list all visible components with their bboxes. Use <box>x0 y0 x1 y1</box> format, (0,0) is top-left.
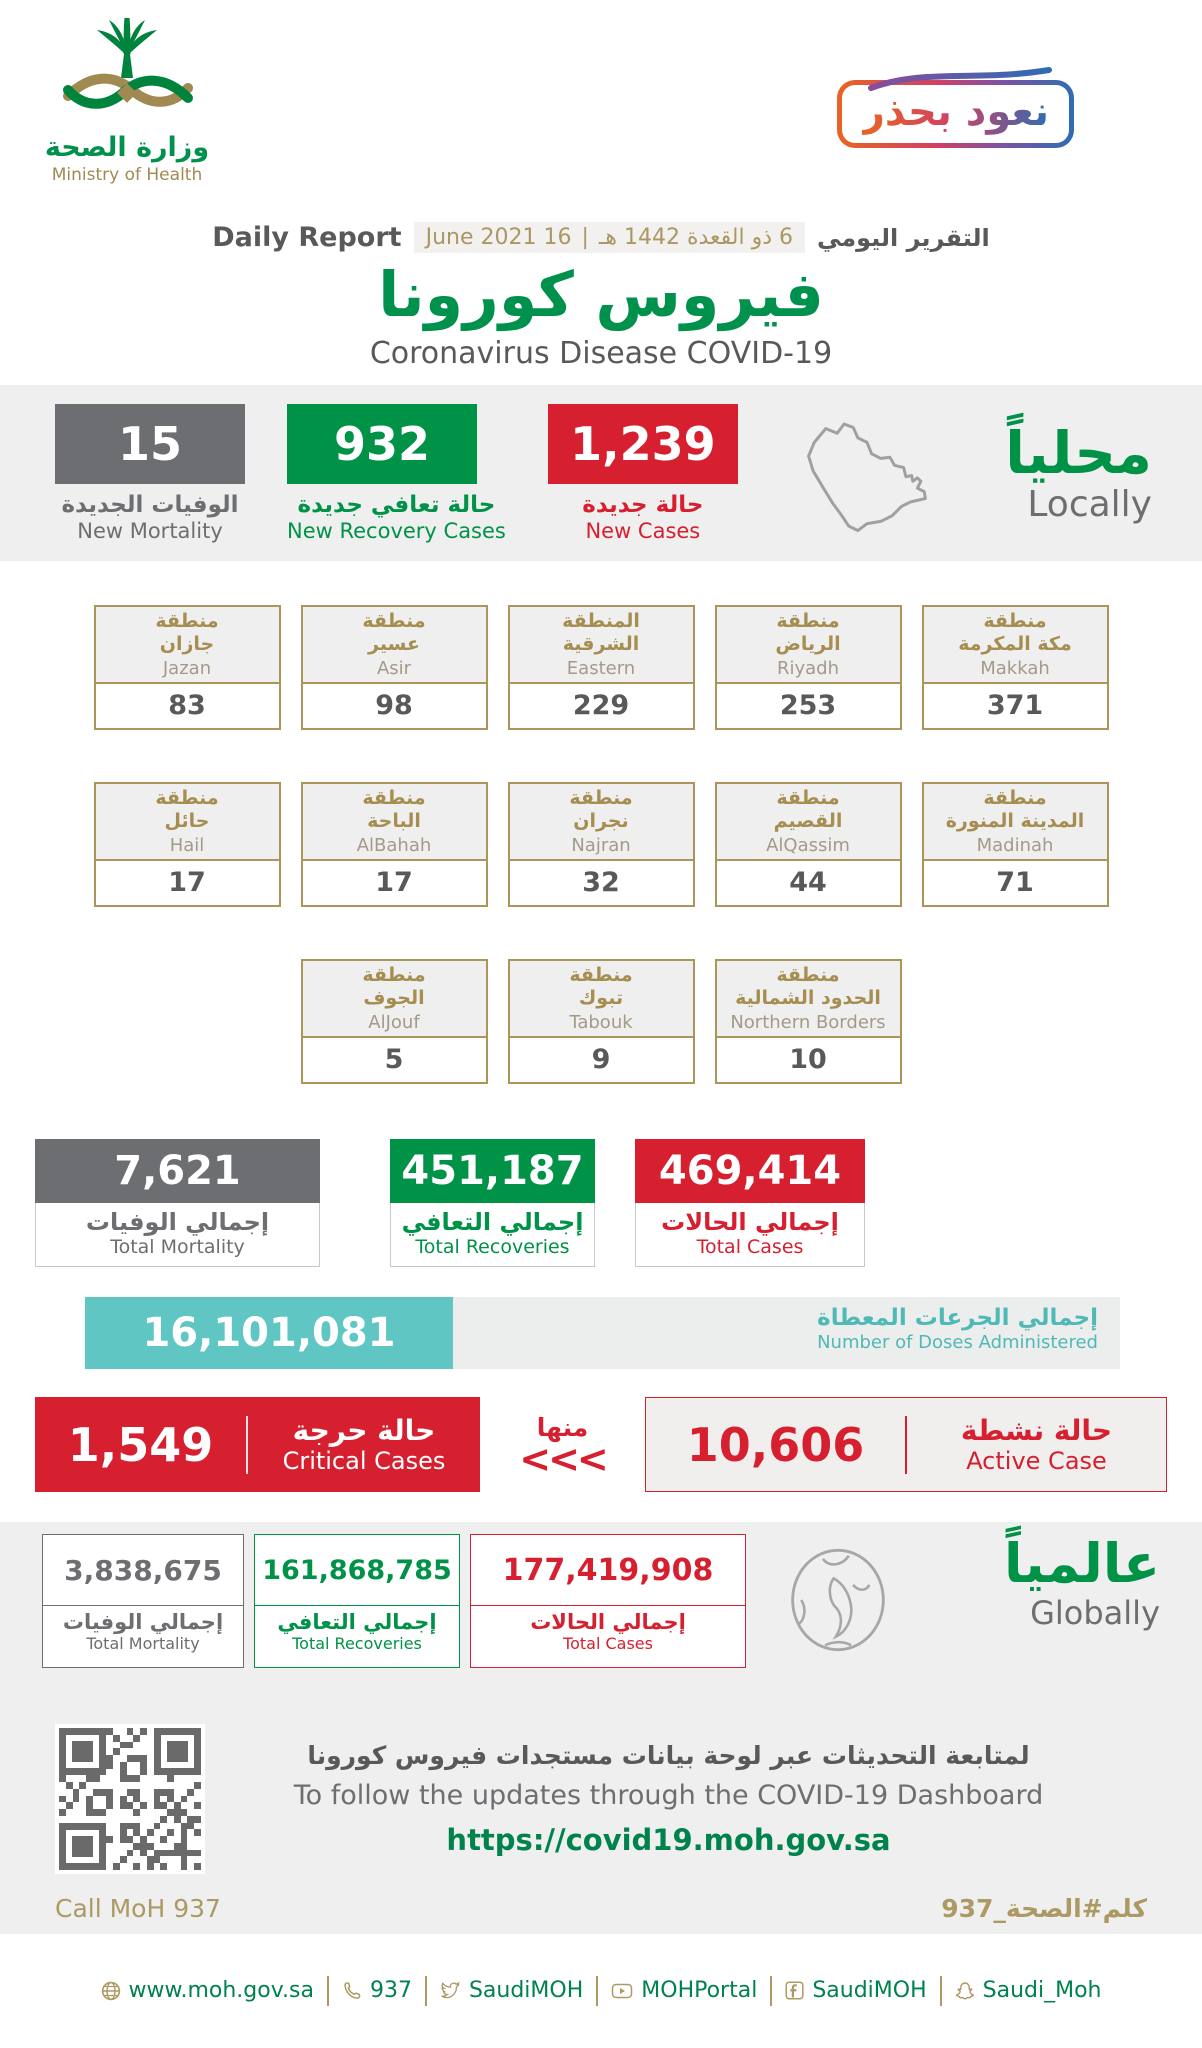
global-cases-label-en: Total Cases <box>563 1634 653 1653</box>
critical-cases-label-ar: حالة حرجة <box>292 1414 436 1447</box>
snapchat-icon <box>955 1981 975 2001</box>
region-ar-line1: المنطقة <box>562 610 640 632</box>
critical-cases-label-en: Critical Cases <box>282 1447 446 1475</box>
critical-active-row <box>0 1397 1202 1492</box>
region-card-asir <box>301 605 488 730</box>
divider <box>940 1976 942 2006</box>
region-value: 83 <box>168 689 206 721</box>
new-mortality-label-en: New Mortality <box>77 518 223 543</box>
global-mortality-label-en: Total Mortality <box>86 1634 200 1653</box>
dashboard-url-link[interactable]: https://covid19.moh.gov.sa <box>446 1823 891 1857</box>
new-mortality-value: 15 <box>55 404 245 484</box>
youtube-icon <box>611 1982 633 2000</box>
region-ar-line2: عسير <box>368 633 420 655</box>
region-ar-line1: منطقة <box>362 964 426 986</box>
region-card-eastern <box>508 605 695 730</box>
region-value: 98 <box>375 689 413 721</box>
new-mortality-stat <box>55 404 245 543</box>
region-ar-line2: تبوك <box>578 987 624 1009</box>
region-en: Najran <box>571 835 631 856</box>
footer-link-twitter[interactable] <box>440 1978 583 2003</box>
region-card-najran <box>508 782 695 907</box>
region-ar-line1: منطقة <box>776 610 840 632</box>
footer-link-facebook[interactable] <box>785 1978 926 2003</box>
region-value: 253 <box>779 689 837 721</box>
active-cases-label-ar: حالة نشطة <box>960 1414 1113 1447</box>
globally-heading-ar: عالمياً <box>1004 1532 1160 1595</box>
doses-administered-bar <box>85 1297 1120 1369</box>
footer-link-label: MOHPortal <box>641 1978 758 2003</box>
new-cases-label-en: New Cases <box>585 518 701 543</box>
moh-palm-logo-icon <box>52 18 202 136</box>
of-which-indicator <box>480 1413 645 1481</box>
region-value: 229 <box>572 689 630 721</box>
region-card-hail <box>94 782 281 907</box>
moh-name-english: Ministry of Health <box>51 165 203 185</box>
region-card-aljouf <box>301 959 488 1084</box>
total-cases-label-en: Total Cases <box>696 1236 804 1258</box>
call-moh-arabic: كلم#الصحة_937 <box>941 1894 1147 1923</box>
new-recovery-label-ar: حالة تعافي جديدة <box>297 491 496 518</box>
new-recovery-value: 932 <box>287 404 477 484</box>
locally-heading-ar: محلياً <box>1005 418 1152 487</box>
region-ar-line1: منطقة <box>569 787 633 809</box>
report-date-gregorian: 16 June 2021 <box>425 225 572 250</box>
footer-link-label: SaudiMOH <box>468 1978 584 2003</box>
region-card-alqassim <box>715 782 902 907</box>
region-value: 71 <box>996 866 1034 898</box>
region-ar-line2: المدينة المنورة <box>945 810 1085 832</box>
badge-text: نعود بحذر <box>861 89 1049 135</box>
dashboard-line-ar: لمتابعة التحديثات عبر لوحة بيانات مستجدات فيروس كورونا <box>307 1741 1030 1770</box>
region-card-madinah <box>922 782 1109 907</box>
global-mortality-value: 3,838,675 <box>64 1553 222 1587</box>
global-recoveries-label-en: Total Recoveries <box>292 1634 422 1653</box>
daily-report-english: Daily Report <box>212 222 402 253</box>
global-cases-label-ar: إجمالي الحالات <box>530 1610 686 1634</box>
total-recoveries-label-ar: إجمالي التعافي <box>401 1208 584 1236</box>
new-recovery-label-en: New Recovery Cases <box>287 518 506 543</box>
total-mortality-label-en: Total Mortality <box>110 1236 245 1258</box>
region-ar-line2: حائل <box>164 810 210 832</box>
region-value: 17 <box>168 866 206 898</box>
region-value: 10 <box>789 1043 827 1075</box>
dashboard-line-en: To follow the updates through the COVID-19 Dashboard <box>293 1780 1044 1811</box>
divider <box>770 1976 772 2006</box>
daily-report-arabic: التقرير اليومي <box>817 223 990 252</box>
critical-cases-value: 1,549 <box>67 1417 214 1472</box>
locally-heading <box>1005 418 1152 525</box>
total-cases-value: 469,414 <box>635 1139 865 1203</box>
region-ar-line1: منطقة <box>362 610 426 632</box>
global-recoveries-value: 161,868,785 <box>262 1554 452 1586</box>
region-en: AlJouf <box>368 1012 420 1033</box>
region-card-northern-borders <box>715 959 902 1084</box>
footer-link-label: 937 <box>369 1978 412 2003</box>
phone-icon <box>342 1981 362 2001</box>
return-with-caution-badge <box>837 80 1074 148</box>
doses-label-en: Number of Doses Administered <box>817 1332 1098 1353</box>
facebook-icon <box>785 1981 804 2000</box>
new-mortality-label-ar: الوفيات الجديدة <box>61 491 239 518</box>
region-ar-line1: منطقة <box>983 610 1047 632</box>
report-date <box>414 222 805 253</box>
region-en: Makkah <box>980 658 1050 679</box>
total-recoveries-label-en: Total Recoveries <box>415 1236 570 1258</box>
globally-heading <box>1004 1534 1160 1632</box>
moh-name-arabic: وزارة الصحة <box>44 132 210 163</box>
region-ar-line1: منطقة <box>569 964 633 986</box>
date-separator: | <box>581 225 589 250</box>
footer-link-label: SaudiMOH <box>812 1978 927 2003</box>
region-row-2 <box>0 782 1202 907</box>
dashboard-text <box>205 1741 1202 1857</box>
globe-icon <box>101 1981 121 2001</box>
twitter-icon <box>440 1981 461 2000</box>
footer-link-website[interactable] <box>101 1978 314 2003</box>
badge-swoosh-icon <box>865 64 1055 94</box>
region-en: Tabouk <box>569 1012 633 1033</box>
region-value: 371 <box>986 689 1044 721</box>
globally-heading-en: Globally <box>1030 1594 1160 1632</box>
region-en: Northern Borders <box>730 1012 886 1033</box>
total-cases-block <box>635 1139 865 1267</box>
total-mortality-label-ar: إجمالي الوفيات <box>85 1208 270 1236</box>
report-date-hijri: 6 ذو القعدة 1442 هـ <box>598 225 793 250</box>
new-cases-value: 1,239 <box>548 404 738 484</box>
region-ar-line1: منطقة <box>155 787 219 809</box>
report-title-line <box>0 222 1202 253</box>
total-mortality-block <box>35 1139 320 1267</box>
footer-link-label: Saudi_Moh <box>982 1978 1102 2003</box>
new-cases-label-ar: حالة جديدة <box>582 491 704 518</box>
region-ar-line2: جازان <box>159 633 215 655</box>
global-recoveries-block <box>254 1534 460 1668</box>
doses-value: 16,101,081 <box>85 1297 453 1369</box>
footer-link-label: www.moh.gov.sa <box>128 1978 314 2003</box>
region-en: AlQassim <box>766 835 850 856</box>
region-en: Eastern <box>566 658 636 679</box>
globally-section <box>0 1522 1202 1934</box>
global-cases-block <box>470 1534 746 1668</box>
call-moh-row <box>0 1894 1202 1923</box>
region-en: Asir <box>376 658 412 679</box>
region-en: Riyadh <box>776 658 840 679</box>
region-ar-line1: منطقة <box>983 787 1047 809</box>
region-value: 44 <box>789 866 827 898</box>
footer-link-youtube[interactable] <box>611 1978 757 2003</box>
call-moh-english: Call MoH 937 <box>55 1894 221 1923</box>
divider <box>596 1976 598 2006</box>
region-value: 5 <box>384 1043 404 1075</box>
page-title-arabic: فيروس كورونا <box>378 258 824 331</box>
region-en: Madinah <box>976 835 1054 856</box>
divider <box>425 1976 427 2006</box>
region-card-riyadh <box>715 605 902 730</box>
of-which-label-ar: منها <box>536 1413 589 1442</box>
region-card-makkah <box>922 605 1109 730</box>
moh-logo <box>42 18 212 185</box>
region-en: Jazan <box>162 658 212 679</box>
critical-cases-box <box>35 1397 480 1492</box>
region-ar-line2: الشرقية <box>562 633 640 655</box>
active-cases-label-en: Active Case <box>966 1447 1107 1475</box>
region-ar-line2: الحدود الشمالية <box>735 987 881 1009</box>
doses-label-ar: إجمالي الجرعات المعطاة <box>817 1305 1098 1331</box>
globe-icon <box>784 1544 892 1660</box>
region-en: AlBahah <box>356 835 432 856</box>
region-card-albahah <box>301 782 488 907</box>
total-recoveries-value: 451,187 <box>390 1139 595 1203</box>
active-cases-value: 10,606 <box>686 1417 865 1472</box>
region-ar-line2: نجران <box>573 810 629 832</box>
global-mortality-block <box>42 1534 244 1668</box>
locally-heading-en: Locally <box>1027 483 1152 525</box>
region-value: 17 <box>375 866 413 898</box>
global-recoveries-label-ar: إجمالي التعافي <box>277 1610 437 1634</box>
region-ar-line2: الجوف <box>363 987 425 1009</box>
regions-grid <box>0 561 1202 1084</box>
footer-link-phone[interactable] <box>342 1978 412 2003</box>
region-value: 32 <box>582 866 620 898</box>
region-ar-line1: منطقة <box>776 964 840 986</box>
region-ar-line1: منطقة <box>362 787 426 809</box>
page-title-english: Coronavirus Disease COVID-19 <box>369 336 833 371</box>
region-en: Hail <box>169 835 205 856</box>
region-ar-line2: القصيم <box>773 810 843 832</box>
saudi-arabia-map-icon <box>798 408 936 538</box>
region-ar-line2: الرياض <box>775 633 841 655</box>
region-ar-line2: الباحة <box>367 810 421 832</box>
total-recoveries-block <box>390 1139 595 1267</box>
region-ar-line1: منطقة <box>776 787 840 809</box>
new-cases-stat <box>548 404 738 543</box>
footer-link-snapchat[interactable] <box>955 1978 1102 2003</box>
totals-row <box>0 1139 1202 1267</box>
region-row-3 <box>0 959 1202 1084</box>
region-card-tabouk <box>508 959 695 1084</box>
global-mortality-label-ar: إجمالي الوفيات <box>62 1610 224 1634</box>
header <box>0 0 1202 385</box>
region-ar-line2: مكة المكرمة <box>958 633 1072 655</box>
region-card-jazan <box>94 605 281 730</box>
dashboard-row <box>0 1724 1202 1874</box>
total-mortality-value: 7,621 <box>35 1139 320 1203</box>
qr-code <box>55 1724 205 1874</box>
region-row-1 <box>0 605 1202 730</box>
doses-label <box>453 1297 1120 1369</box>
total-cases-label-ar: إجمالي الحالات <box>661 1208 839 1236</box>
region-ar-line1: منطقة <box>155 610 219 632</box>
new-recovery-stat <box>287 404 506 543</box>
footer-contact-bar <box>0 1934 1202 2047</box>
locally-section <box>0 385 1202 561</box>
left-arrows-icon: <<< <box>519 1437 606 1481</box>
active-cases-box <box>645 1397 1167 1492</box>
divider <box>327 1976 329 2006</box>
global-cases-value: 177,419,908 <box>502 1552 714 1588</box>
region-value: 9 <box>591 1043 611 1075</box>
